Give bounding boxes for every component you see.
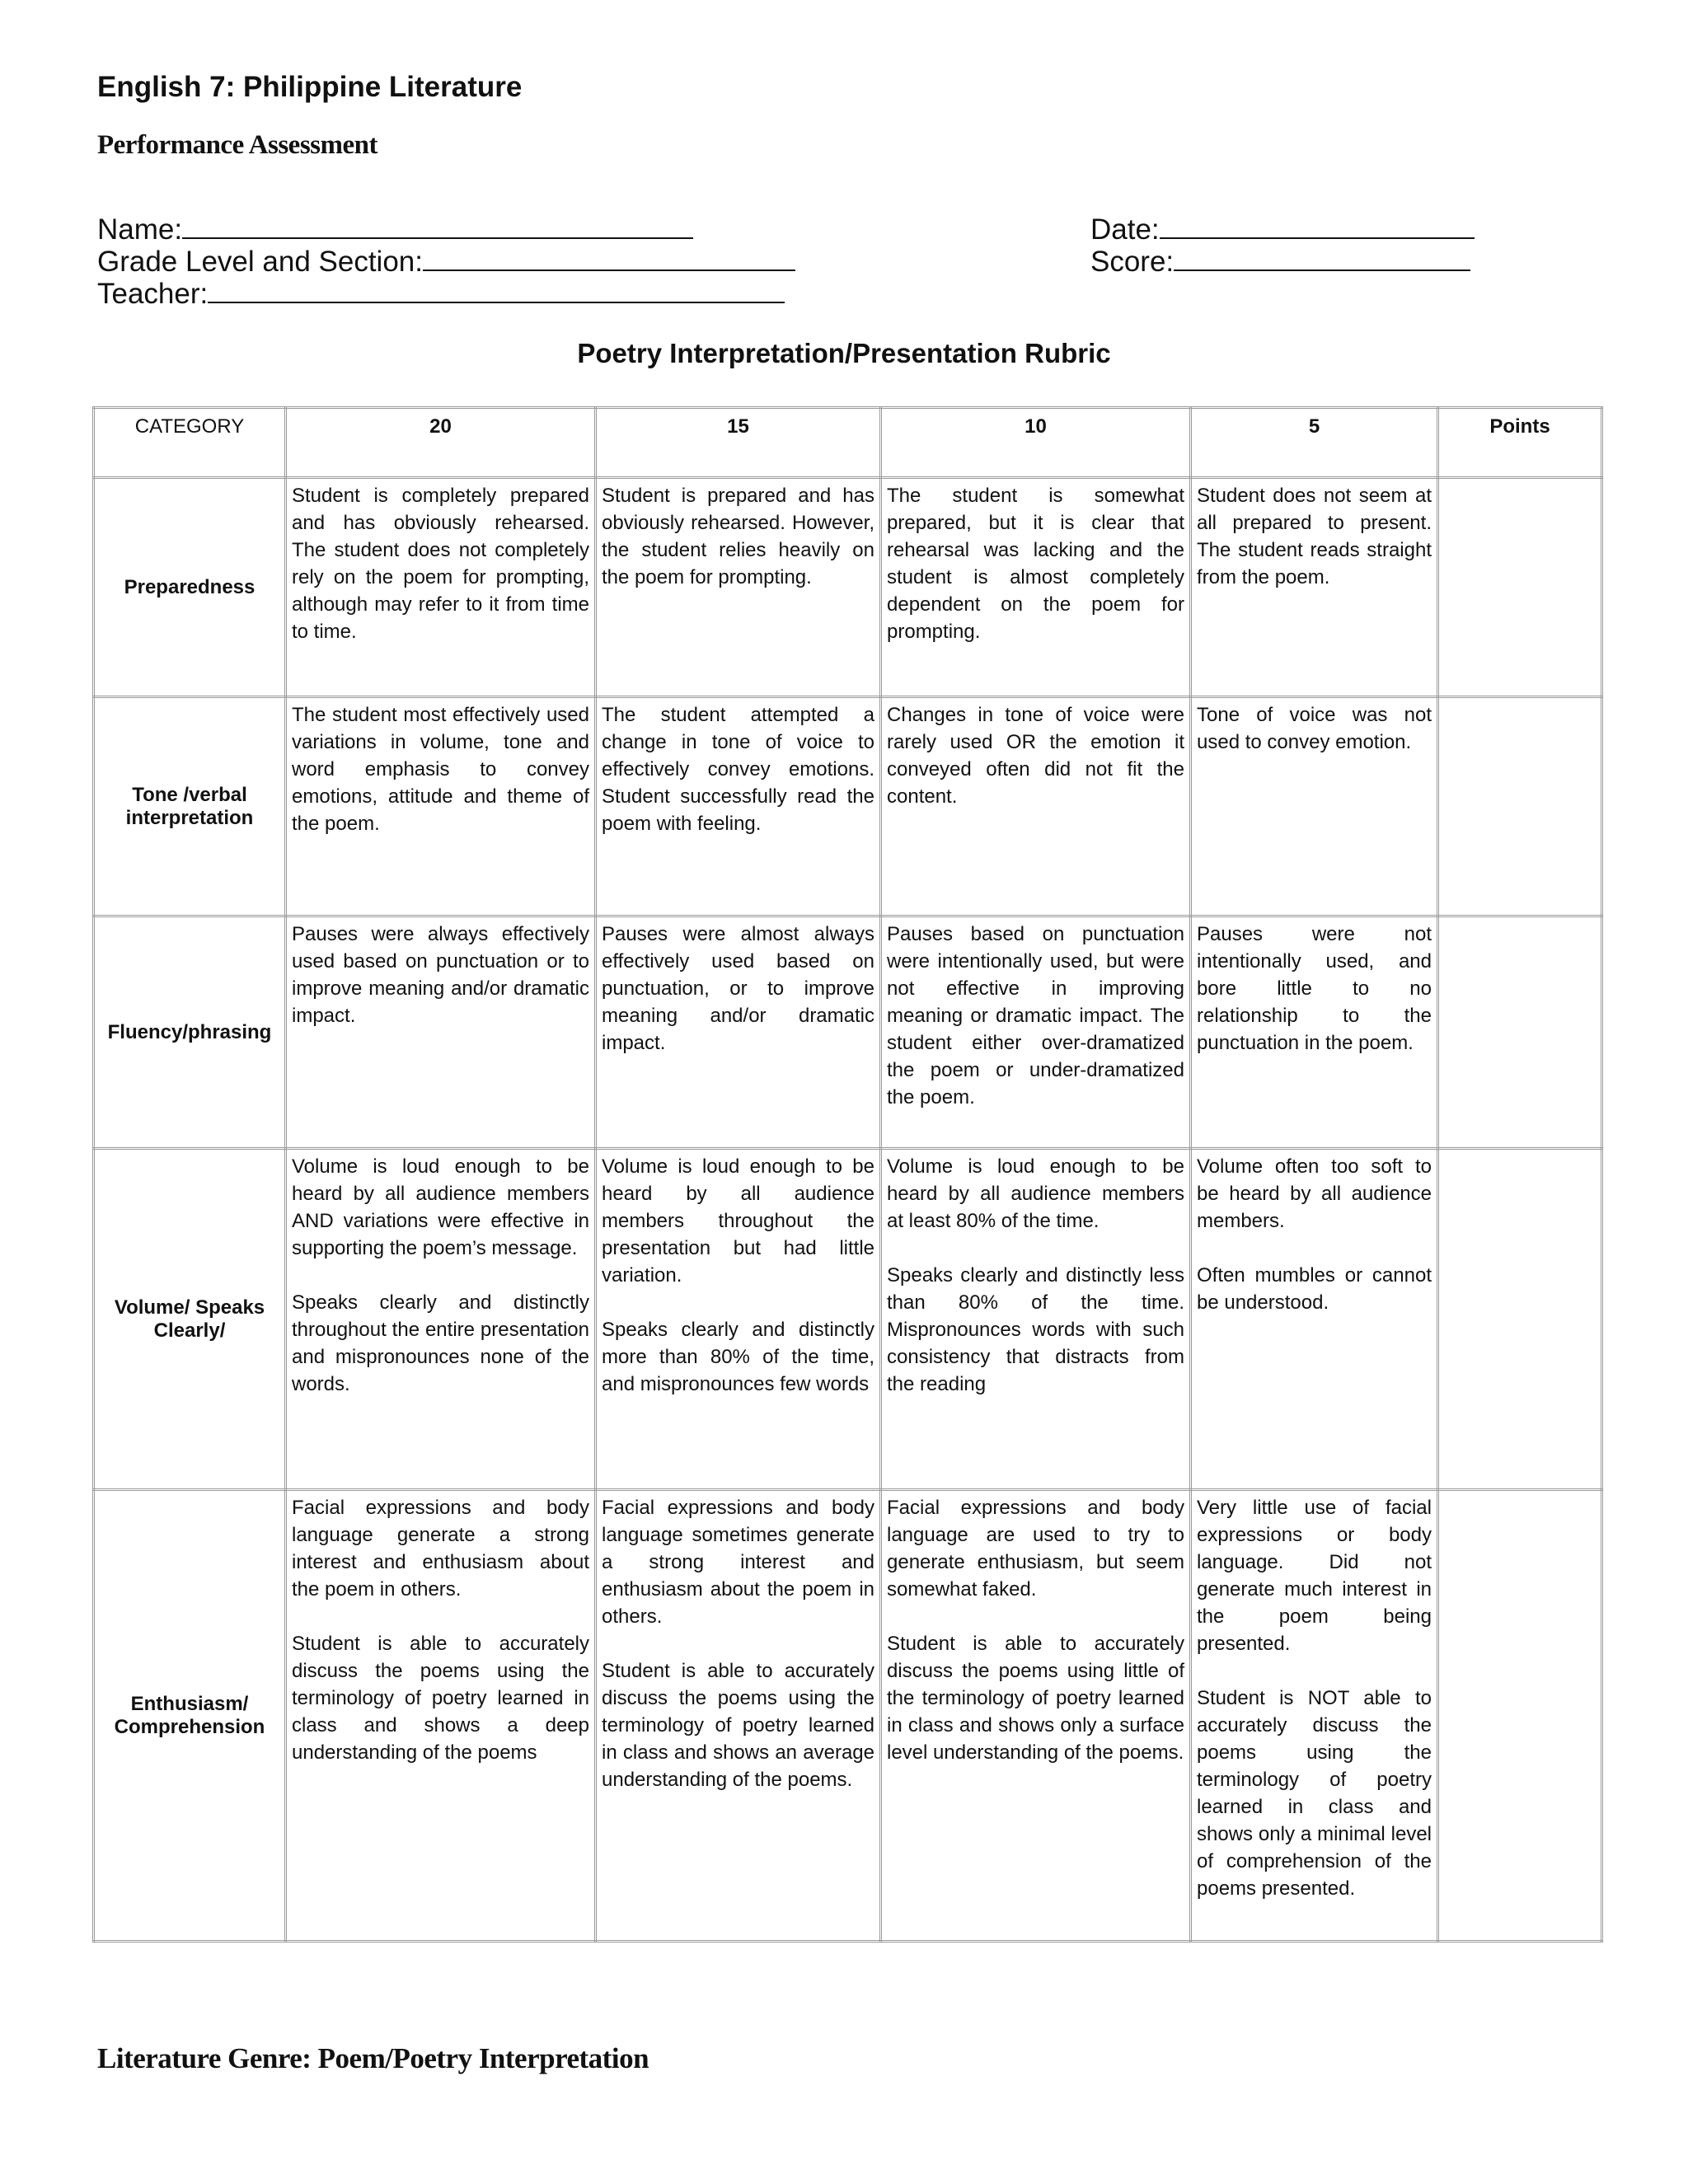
grade-section-blank[interactable] [423, 245, 795, 271]
criteria-text: Facial expressions and body language generate a strong interest and enthusiasm about the poem in others. [292, 1497, 589, 1601]
rubric-title: Poetry Interpretation/Presentation Rubric [577, 338, 1111, 368]
category-cell: Volume/ Speaks Clearly/ [94, 1149, 286, 1490]
points-cell[interactable] [1438, 1149, 1602, 1490]
score-label: Score: [1090, 246, 1175, 278]
rubric-row-enthusiasm [94, 1490, 1602, 1942]
criteria-cell [286, 697, 596, 916]
criteria-cell [881, 1149, 1191, 1490]
criteria-text: Student does not seem at all prepared to present. The student reads straight from the poem. [1197, 485, 1432, 588]
date-blank[interactable] [1160, 213, 1475, 239]
criteria-text: Pauses were always effectively used based on punctuation or to improve meaning and/or dramatic impact. [292, 923, 589, 1027]
criteria-cell [881, 697, 1191, 916]
rubric-row-tone [94, 697, 1602, 916]
rubric-row-fluency [94, 916, 1602, 1149]
criteria-cell [881, 916, 1191, 1149]
category-cell: Preparedness [94, 478, 286, 697]
criteria-text: Pauses were almost always effectively used based on punctuation, or to improve meaning and/or dramatic impact. [602, 923, 874, 1054]
course-title: English 7: Philippine Literature [97, 71, 523, 103]
criteria-text: Volume often too soft to be heard by all audience members. [1197, 1155, 1432, 1232]
criteria-cell [1191, 697, 1438, 916]
rubric-row-preparedness [94, 478, 1602, 697]
teacher-blank[interactable] [208, 277, 785, 303]
criteria-text: Pauses based on punctuation were intentionally used, but were not effective in improving meaning or dramatic impact. The student either over-dramatized the poem or under-dramatized the poem. [887, 923, 1184, 1108]
criteria-text: Student is NOT able to accurately discuss the poems using the terminology of poetry learned in class and shows only a minimal level of comprehension of the poems presented. [1197, 1687, 1432, 1900]
header-score-15: 15 [596, 408, 881, 478]
criteria-text: Student is able to accurately discuss the poems using the terminology of poetry learned in class and shows a deep understanding of the poems [292, 1633, 589, 1764]
criteria-text: Tone of voice was not used to convey emotion. [1197, 704, 1432, 753]
criteria-cell [286, 1149, 596, 1490]
assessment-title: Performance Assessment [97, 130, 377, 160]
criteria-cell [286, 478, 596, 697]
name-blank[interactable] [182, 213, 693, 239]
criteria-text: Speaks clearly and distinctly less than 80% of the time. Mispronounces words with such consistency that distracts from the reading [887, 1264, 1184, 1395]
name-field[interactable] [97, 213, 693, 246]
points-cell[interactable] [1438, 916, 1602, 1149]
category-cell: Tone /verbal interpretation [94, 697, 286, 916]
criteria-text: The student is somewhat prepared, but it is clear that rehearsal was lacking and the student is almost completely dependent on the poem for prompting. [887, 485, 1184, 643]
criteria-text: Changes in tone of voice were rarely used OR the emotion it conveyed often did not fit the content. [887, 704, 1184, 808]
teacher-field[interactable] [97, 277, 785, 311]
header-category: CATEGORY [94, 408, 286, 478]
criteria-text: Student is able to accurately discuss the poems using the terminology of poetry learned in class and shows an average understanding of the poems. [602, 1660, 874, 1791]
criteria-cell [286, 916, 596, 1149]
date-field[interactable] [1090, 213, 1475, 246]
criteria-cell [881, 1490, 1191, 1942]
name-label: Name: [97, 213, 183, 246]
criteria-text: Pauses were not intentionally used, and bore little to no relationship to the punctuation in the poem. [1197, 923, 1432, 1054]
grade-section-field[interactable] [97, 245, 795, 279]
category-cell: Fluency/phrasing [94, 916, 286, 1149]
criteria-text: The student attempted a change in tone of voice to effectively convey emotions. Student successfully read the poem with feeling. [602, 704, 874, 835]
criteria-text: Student is prepared and has obviously rehearsed. However, the student relies heavily on the poem for prompting. [602, 485, 874, 588]
category-cell: Enthusiasm/ Comprehension [94, 1490, 286, 1942]
header-score-10: 10 [881, 408, 1191, 478]
criteria-text: The student most effectively used variations in volume, tone and word emphasis to convey emotions, attitude and theme of the poem. [292, 704, 589, 835]
criteria-text: Volume is loud enough to be heard by all audience members AND variations were effective in supporting the poem’s message. [292, 1155, 589, 1259]
grade-section-label: Grade Level and Section: [97, 246, 423, 278]
criteria-cell [881, 478, 1191, 697]
criteria-cell [1191, 478, 1438, 697]
criteria-text: Very little use of facial expressions or body language. Did not generate much interest in the poem being presented. [1197, 1497, 1432, 1655]
criteria-cell [596, 697, 881, 916]
literature-genre-footer: Literature Genre: Poem/Poetry Interpretation [97, 2042, 649, 2074]
header-points: Points [1438, 408, 1602, 478]
criteria-cell [1191, 916, 1438, 1149]
header-score-5: 5 [1191, 408, 1438, 478]
header-score-20: 20 [286, 408, 596, 478]
points-cell[interactable] [1438, 697, 1602, 916]
rubric-row-volume [94, 1149, 1602, 1490]
date-label: Date: [1090, 213, 1160, 246]
rubric-table [92, 406, 1603, 1943]
criteria-text: Student is completely prepared and has obviously rehearsed. The student does not completely rely on the poem for prompting, although may refer to it from time to time. [292, 485, 589, 643]
criteria-text: Speaks clearly and distinctly throughout the entire presentation and mispronounces none of the words. [292, 1291, 589, 1395]
criteria-cell [286, 1490, 596, 1942]
criteria-cell [1191, 1490, 1438, 1942]
criteria-text: Often mumbles or cannot be understood. [1197, 1264, 1432, 1314]
criteria-cell [596, 916, 881, 1149]
criteria-text: Facial expressions and body language sometimes generate a strong interest and enthusiasm about the poem in others. [602, 1497, 874, 1628]
criteria-cell [596, 1490, 881, 1942]
criteria-cell [596, 1149, 881, 1490]
criteria-text: Volume is loud enough to be heard by all audience members throughout the presentation but had little variation. [602, 1155, 874, 1286]
points-cell[interactable] [1438, 478, 1602, 697]
teacher-label: Teacher: [97, 278, 209, 310]
rubric-header-row [94, 408, 1602, 478]
criteria-cell [596, 478, 881, 697]
criteria-text: Facial expressions and body language are used to try to generate enthusiasm, but seem somewhat faked. [887, 1497, 1184, 1601]
criteria-text: Volume is loud enough to be heard by all audience members at least 80% of the time. [887, 1155, 1184, 1232]
points-cell[interactable] [1438, 1490, 1602, 1942]
score-blank[interactable] [1174, 245, 1470, 271]
score-field[interactable] [1090, 245, 1470, 279]
criteria-text: Speaks clearly and distinctly more than 80% of the time, and mispronounces few words [602, 1319, 874, 1395]
criteria-cell [1191, 1149, 1438, 1490]
criteria-text: Student is able to accurately discuss the poems using little of the terminology of poetry learned in class and shows only a surface level understanding of the poems. [887, 1633, 1184, 1764]
